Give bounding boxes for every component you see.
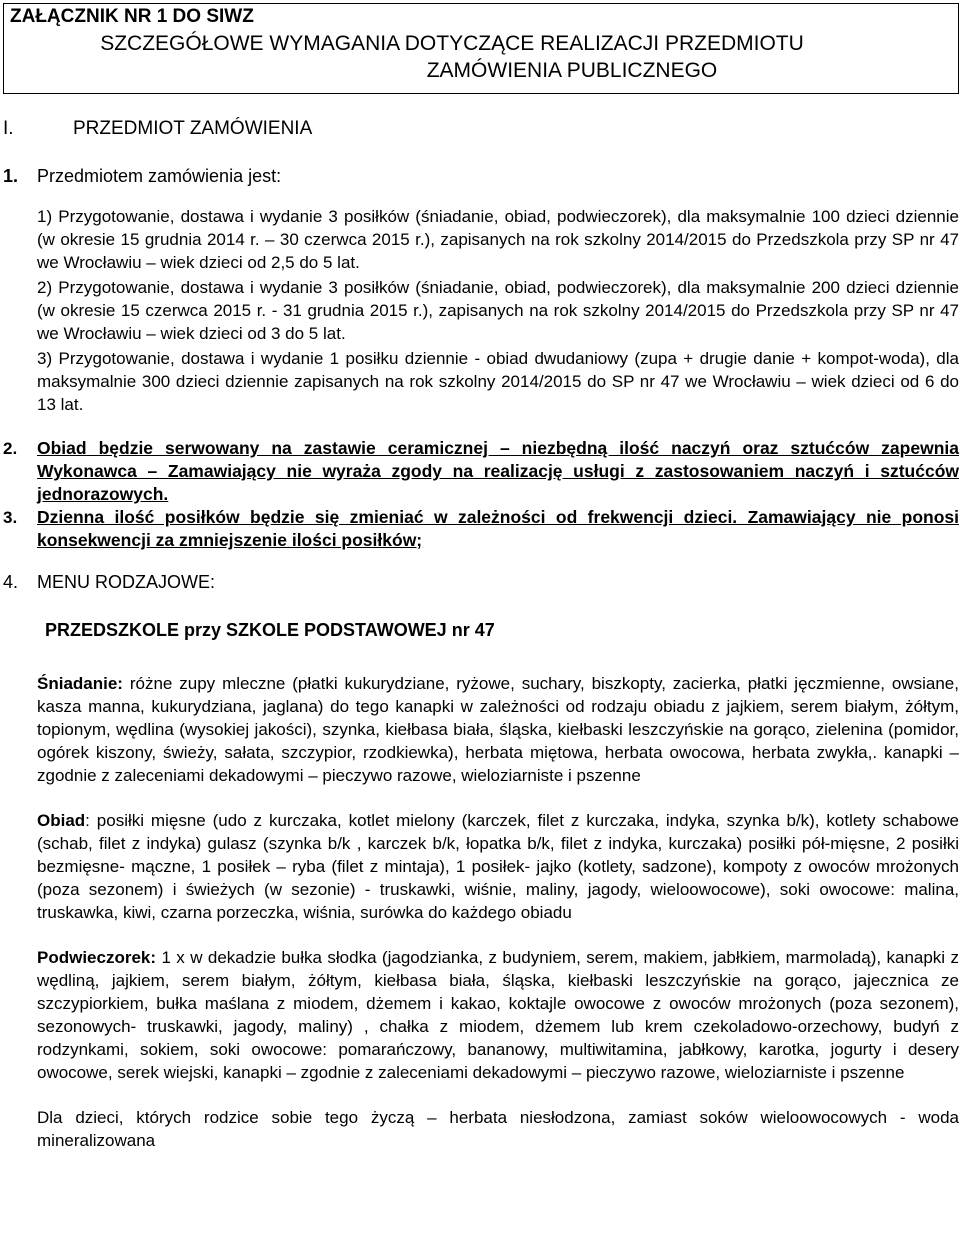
header-box — [3, 3, 959, 94]
point-3-text: Dzienna ilość posiłków będzie się zmieniać w zależności od frekwencji dzieci. Zamawiający nie ponosi konsekwencji za zmniejszenie ilości posiłków; — [37, 507, 959, 550]
document-title-line2: ZAMÓWIENIA PUBLICZNEGO — [426, 59, 718, 82]
point-1 — [3, 165, 959, 188]
preschool-title: PRZEDSZKOLE przy SZKOLE PODSTAWOWEJ nr 47 — [45, 620, 495, 640]
lunch-label: Obiad — [37, 811, 86, 830]
drinks-paragraph: Dla dzieci, których rodzice sobie tego życzą – herbata niesłodzona, zamiast soków wieloowocowych - woda mineralizowana — [37, 1108, 959, 1150]
list-item: 3) Przygotowanie, dostawa i wydanie 1 posiłku dziennie - obiad dwudaniowy (zupa + drugie danie + kompot-woda), dla maksymalnie 300 dzieci dziennie zapisanych na rok szkolny 2014/2015 do SP nr 47 we Wrocławiu – wiek dzieci od 6 do 13 lat. — [37, 349, 959, 414]
breakfast-label: Śniadanie: — [37, 674, 123, 693]
snack-paragraph — [37, 946, 959, 1084]
point-4-number: 4. — [3, 572, 19, 592]
point-4 — [3, 571, 959, 594]
lunch-paragraph — [37, 809, 959, 924]
point-3 — [3, 506, 959, 552]
point-2 — [3, 437, 959, 506]
lunch-text: : posiłki mięsne (udo z kurczaka, kotlet mielony (karczek, filet z kurczaka, indyka, szynka b/k), kotlety schabowe (schab, filet z indyka) gulasz (szynka b/k , karczek b/k, łopatka b/k, filet z indyka, kurczaka) posiłki pół-mięsne, 2 posiłki bezmięsne- mączne, 1 posiłek – ryba (filet z mintaja), 1 posiłek- jajko (kotlety, sadzone), kompoty z owoców mrożonych (poza sezonem) i świeżych (w sezonie) - truskawki, wiśnie, maliny, jagody, wieloowocowe), soki owocowe: malina, truskawka, kiwi, czarna porzeczka, wiśnia, surówka do każdego obiadu — [37, 811, 959, 922]
section-title: PRZEDMIOT ZAMÓWIENIA — [73, 118, 313, 139]
list-item: 1) Przygotowanie, dostawa i wydanie 3 posiłków (śniadanie, obiad, podwieczorek), dla maksymalnie 100 dzieci dziennie (w okresie 15 grudnia 2014 r. – 30 czerwca 2015 r.), zapisanych na rok szkolny 2014/2015 do Przedszkola przy SP nr 47 we Wrocławiu – wiek dzieci od 2,5 do 5 lat. — [37, 207, 959, 272]
list-item: 2) Przygotowanie, dostawa i wydanie 3 posiłków (śniadanie, obiad, podwieczorek), dla maksymalnie 200 dzieci dziennie (w okresie 15 czerwca 2015 r. - 31 grudnia 2015 r.), zapisanych na rok szkolny 2014/2015 do Przedszkola przy SP nr 47 we Wrocławiu – wiek dzieci od 3 do 5 lat. — [37, 278, 959, 343]
section-number: I. — [3, 118, 14, 139]
document-title — [10, 30, 954, 84]
section-heading — [3, 117, 959, 140]
point-1-text: Przedmiotem zamówienia jest: — [37, 166, 282, 186]
document-title-line1: SZCZEGÓŁOWE WYMAGANIA DOTYCZĄCE REALIZACJI PRZEDMIOTU — [100, 32, 804, 55]
point-2-text: Obiad będzie serwowany na zastawie ceramicznej – niezbędną ilość naczyń oraz sztućców zapewnia Wykonawca – Zamawiający nie wyraża zgody na realizację usługi z zastosowaniem naczyń i sztućców jednorazowych. — [37, 438, 959, 504]
point-1-number: 1. — [3, 166, 19, 186]
breakfast-paragraph — [37, 672, 959, 787]
point-4-text: MENU RODZAJOWE: — [37, 572, 215, 592]
annex-label: ZAŁĄCZNIK NR 1 DO SIWZ — [10, 6, 254, 27]
snack-label: Podwieczorek: — [37, 948, 157, 967]
snack-text: 1 x w dekadzie bułka słodka (jagodzianka, z budyniem, serem, makiem, jabłkiem, marmoladą), kanapki z wędliną, jajkiem, serem białym, żółtym, kiełbasa biała, śląska, kiełbaski leszczyńskie na gorąco, jajecznica ze szczypiorkiem, bułka maślana z miodem, dżemem i kakao, koktajle owocowe z owoców mrożonych (poza sezonem), sezonowych- truskawki, jagody, maliny) , chałka z miodem, dżemem lub krem czekoladowo-orzechowy, budyń z rodzynkami, sokiem, soki owocowe: pomarańczowy, bananowy, multiwitamina, jabłkowy, karotka, jogurty i desery owocowe, serek wiejski, kanapki – zgodnie z zaleceniami dekadowymi – pieczywo razowe, wieloziarniste i pszenne — [37, 948, 959, 1082]
point-3-number: 3. — [3, 508, 18, 527]
point-1-items — [37, 205, 959, 416]
point-2-number: 2. — [3, 439, 18, 458]
breakfast-text: różne zupy mleczne (płatki kukurydziane, ryżowe, suchary, biszkopty, zacierka, płatki jęczmienne, owsiane, kasza manna, kukurydziana, jaglana) do tego kanapki w zależności od rodzaju obiadu z jajkiem, serem białym, żółtym, topionym, wędlina (wysokiej jakości), szynka, kiełbasa biała, śląska, kiełbaski leszczyńskie na gorąco, zielenina (pomidor, ogórek kiszony, świeży, sałata, szczypior, rzodkiewka), herbata miętowa, herbata owocowa, herbata zwykła,. kanapki – zgodnie z zaleceniami dekadowymi – pieczywo razowe, wieloziarniste i pszenne — [37, 674, 959, 785]
